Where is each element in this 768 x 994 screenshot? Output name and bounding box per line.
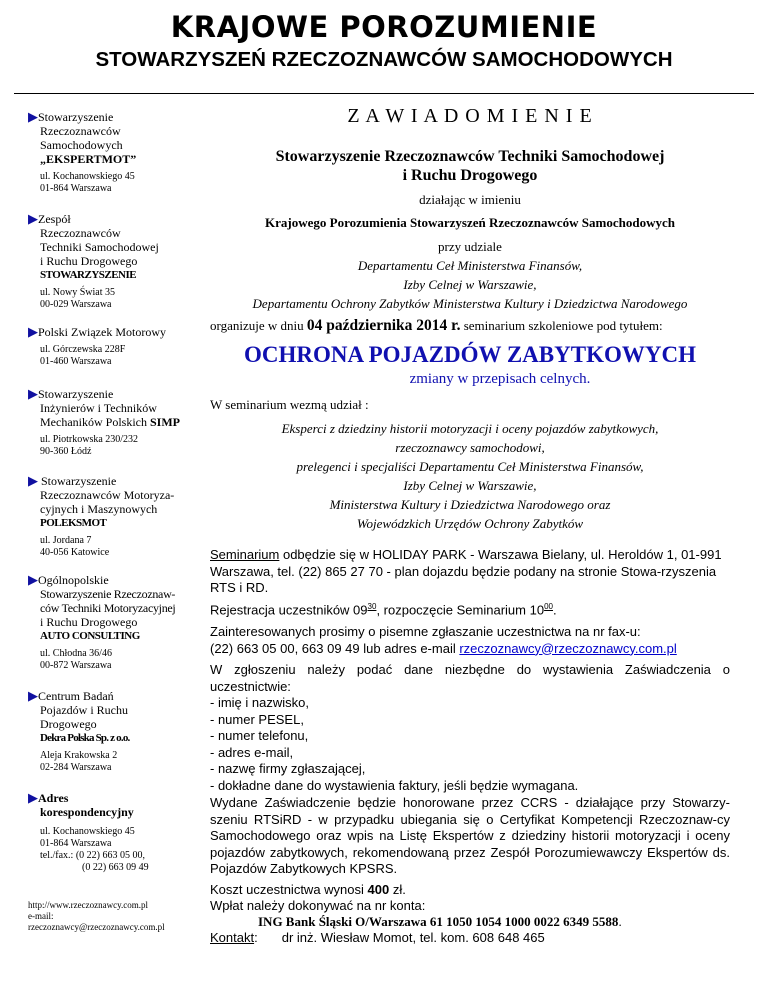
certificate-paragraph: Wydane Zaświadczenie będzie honorowane przez CCRS - działające przy Stowarzy-szeniu RTSiRD - w przypadku ubiegania się o Certyfikat Kompetencji Rzeczoznaw-cy Samochodowego oraz wpis na Listę Ekspertów z dziedziny historii motoryzacji i oceny pojazdów zabytkowych, rekomendowaną przez Zespół Porozumiewawczy Ekspertów ds. Pojazdów Zabytkowych KPSRS. bbox=[210, 795, 730, 876]
org-address: 00-029 Warszawa bbox=[40, 299, 112, 310]
sidebar-org-dekra bbox=[28, 689, 208, 774]
org-name-line: Inżynierów i Techników bbox=[40, 401, 157, 415]
org-name-bold: „EKSPERTMOT” bbox=[40, 152, 137, 166]
contact-label: Kontakt bbox=[210, 930, 255, 945]
org-name-line: Stowarzyszenie bbox=[38, 110, 114, 124]
email-link[interactable]: rzeczoznawcy@rzeczoznawcy.com.pl bbox=[28, 922, 165, 932]
data-item: - imię i nazwisko, bbox=[210, 695, 309, 710]
org-name-bold: Dekra Polska Sp. z o.o. bbox=[40, 732, 130, 744]
apply-email-link[interactable]: rzeczoznawcy@rzeczoznawcy.com.pl bbox=[459, 640, 677, 656]
acting-text: działając w imieniu bbox=[419, 192, 521, 207]
data-item: - dokładne dane do wystawienia faktury, jeśli będzie wymagana. bbox=[210, 777, 579, 793]
org-phone: (0 22) 663 09 49 bbox=[82, 862, 149, 873]
data-item: - numer PESEL, bbox=[210, 711, 304, 727]
participant-item: Izby Celnej w Warszawie, bbox=[403, 478, 537, 493]
bank-text: . bbox=[618, 914, 622, 929]
triangle-bullet-icon: ▶ bbox=[28, 211, 38, 226]
sidebar-org-pzm bbox=[28, 325, 208, 368]
org-name-line: cyjnych i Maszynowych bbox=[40, 502, 158, 516]
data-item: - nazwę firmy zgłaszającej, bbox=[210, 761, 366, 776]
sidebar-correspondence bbox=[28, 791, 208, 874]
org-address: 01-864 Warszawa bbox=[40, 183, 112, 194]
org-address: ul. Kochanowskiego 45 bbox=[40, 171, 135, 182]
venue-label: Seminarium bbox=[210, 547, 280, 562]
website-link[interactable]: http://www.rzeczoznawcy.com.pl bbox=[28, 900, 149, 910]
org-name-line: i Ruchu Drogowego bbox=[40, 254, 138, 268]
venue-paragraph bbox=[210, 547, 730, 597]
org-address: 40-056 Katowice bbox=[40, 547, 110, 558]
participant-item: Ministerstwa Kultury i Dziedzictwa Narodowego oraz bbox=[329, 497, 611, 512]
triangle-bullet-icon: ▶ bbox=[28, 386, 38, 401]
org-name-line: Pojazdów i Ruchu bbox=[40, 703, 128, 717]
organizes-text: seminarium szkoleniowe pod tytułem: bbox=[460, 318, 663, 333]
cost-text: zł. bbox=[389, 882, 406, 897]
org-address: 01-864 Warszawa bbox=[40, 838, 112, 849]
org-name-line: Mechaników Polskich bbox=[40, 415, 147, 429]
org-address: Aleja Krakowska 2 bbox=[40, 750, 118, 761]
email-label: e-mail: bbox=[28, 911, 54, 921]
seminar-subtitle: zmiany w przepisach celnych. bbox=[409, 371, 591, 387]
cost-line bbox=[210, 882, 730, 898]
registration-line bbox=[210, 599, 730, 618]
org-address: ul. Kochanowskiego 45 bbox=[40, 826, 135, 837]
org-name-bold: POLEKSMOT bbox=[40, 517, 107, 529]
page-subtitle: STOWARZYSZEŃ RZECZOZNAWCÓW SAMOCHODOWYCH bbox=[95, 48, 673, 71]
triangle-bullet-icon: ▶ bbox=[28, 572, 38, 587]
org-name-line: Zespół bbox=[38, 212, 71, 226]
org-name-bold: AUTO CONSULTING bbox=[40, 630, 140, 642]
header-divider bbox=[14, 93, 754, 94]
org-address: ul. Chłodna 36/46 bbox=[40, 648, 112, 659]
sidebar-org-simp bbox=[28, 387, 208, 458]
apply-text: (22) 663 05 00, 663 09 49 lub adres e-mail bbox=[210, 640, 460, 656]
org-name-line: i Ruchu Drogowego bbox=[40, 615, 138, 629]
org-address: 01-460 Warszawa bbox=[40, 356, 112, 367]
org-name-bold: STOWARZYSZENIE bbox=[40, 269, 137, 281]
org-address: 90-360 Łódź bbox=[40, 446, 92, 457]
kpsrs-name: Krajowego Porozumienia Stowarzyszeń Rzeczoznawców Samochodowych bbox=[265, 215, 675, 230]
sidebar-org-poleksmot bbox=[28, 474, 208, 559]
data-item: - adres e-mail, bbox=[210, 744, 294, 760]
apply-text: Zainteresowanych prosimy o pisemne zgłaszanie uczestnictwa na nr fax-u: bbox=[210, 624, 641, 639]
sidebar-org-zespol bbox=[28, 212, 208, 311]
triangle-bullet-icon: ▶ bbox=[28, 688, 38, 703]
page-title: KRAJOWE POROZUMIENIE bbox=[170, 10, 598, 44]
cost-value: 400 bbox=[367, 882, 390, 897]
org-name-line: Rzeczoznawców bbox=[40, 226, 121, 240]
org-name-line: Stowarzyszenie bbox=[38, 387, 114, 401]
org-phone: tel./fax.: (0 22) 663 05 00, bbox=[40, 850, 145, 861]
seminar-date: 04 października 2014 r. bbox=[306, 317, 461, 334]
participant-item: rzeczoznawcy samochodowi, bbox=[395, 440, 545, 455]
participant-item: Eksperci z dziedziny historii motoryzacji i oceny pojazdów zabytkowych, bbox=[281, 421, 659, 436]
registration-text: , rozpoczęcie Seminarium 10 bbox=[376, 602, 545, 618]
contact-text: : bbox=[254, 930, 258, 945]
org-address: ul. Nowy Świat 35 bbox=[40, 287, 115, 298]
apply-paragraph bbox=[210, 624, 730, 657]
cost-text: Koszt uczestnictwa wynosi bbox=[210, 882, 368, 897]
org-name-line: Rzeczoznawców bbox=[40, 124, 121, 138]
with-text: przy udziale bbox=[438, 239, 502, 254]
partners-list bbox=[210, 256, 730, 313]
notice-heading: Z A W I A D O M I E N I E bbox=[347, 105, 593, 127]
data-intro: W zgłoszeniu należy podać dane niezbędne do wystawienia Zaświadczenia o uczestnictwie: bbox=[210, 662, 730, 694]
org-name-line: Samochodowych bbox=[40, 138, 123, 152]
organizes-line bbox=[210, 316, 730, 336]
partner-item: Izby Celnej w Warszawie, bbox=[403, 277, 537, 292]
org-name-line: Stowarzyszenie bbox=[41, 474, 117, 488]
payment-label: Wpłat należy dokonywać na nr konta: bbox=[210, 898, 426, 913]
org-address: ul. Piotrkowska 230/232 bbox=[40, 434, 139, 445]
org-name-line: Stowarzyszenie Rzeczoznaw- bbox=[40, 587, 176, 601]
sidebar-org-auto-consulting bbox=[28, 573, 208, 672]
org-address: ul. Górczewska 228F bbox=[40, 344, 126, 355]
data-item: - numer telefonu, bbox=[210, 728, 309, 743]
participant-item: prelegenci i specjaliści Departamentu Ceł Ministerstwa Finansów, bbox=[296, 459, 644, 474]
data-paragraph bbox=[210, 662, 730, 794]
triangle-bullet-icon: ▶ bbox=[28, 790, 38, 805]
org-name-line: Polski Związek Motorowy bbox=[38, 325, 166, 339]
org-name-bold: Adres bbox=[38, 791, 69, 805]
participants-label: W seminarium wezmą udział : bbox=[210, 397, 369, 412]
org-name-bold: korespondencyjny bbox=[40, 805, 134, 819]
org-name-line: Drogowego bbox=[40, 717, 97, 731]
organizer-line: Stowarzyszenie Rzeczoznawców Techniki Samochodowej bbox=[275, 148, 665, 165]
organizes-text: organizuje w dniu bbox=[210, 318, 307, 333]
registration-minutes: 30 bbox=[367, 602, 377, 611]
triangle-bullet-icon: ▶ bbox=[28, 324, 38, 339]
registration-text: . bbox=[552, 602, 557, 618]
org-name-bold: SIMP bbox=[150, 415, 180, 429]
contact-line bbox=[210, 930, 730, 946]
bank-line bbox=[210, 914, 730, 930]
participants-list bbox=[210, 419, 730, 533]
org-name-line: Rzeczoznawców Motoryza- bbox=[40, 488, 175, 502]
org-address: 02-284 Warszawa bbox=[40, 762, 112, 773]
org-name-line: ców Techniki Motoryzacyjnej bbox=[40, 601, 176, 615]
venue-text: odbędzie się w HOLIDAY PARK - Warszawa Bielany, ul. Heroldów 1, 01-991 Warszawa, tel. (22) 865 27 70 - plan dojazdu będzie podany na stronie Stowa-rzyszenia RTS i RD. bbox=[210, 547, 722, 595]
org-address: ul. Jordana 7 bbox=[40, 535, 92, 546]
org-name-line: Ogólnopolskie bbox=[38, 573, 109, 587]
contact-text: dr inż. Wiesław Momot, tel. kom. 608 648 465 bbox=[281, 930, 545, 945]
partner-item: Departamentu Ceł Ministerstwa Finansów, bbox=[357, 258, 583, 273]
organizer-name bbox=[210, 147, 730, 185]
organizer-line: i Ruchu Drogowego bbox=[402, 167, 538, 184]
org-name-line: Techniki Samochodowej bbox=[40, 240, 159, 254]
sidebar-org-ekspertmot bbox=[28, 110, 208, 195]
triangle-bullet-icon: ▶ bbox=[28, 109, 38, 124]
registration-text: Rejestracja uczestników 09 bbox=[210, 602, 368, 618]
sidebar-footer bbox=[28, 900, 208, 933]
partner-item: Departamentu Ochrony Zabytków Ministerstwa Kultury i Dziedzictwa Narodowego bbox=[252, 296, 688, 311]
seminar-title: OCHRONA POJAZDÓW ZABYTKOWYCH bbox=[244, 342, 696, 367]
org-name-line: Centrum Badań bbox=[38, 689, 114, 703]
org-address: 00-872 Warszawa bbox=[40, 660, 112, 671]
triangle-bullet-icon: ▶ bbox=[28, 473, 38, 488]
participant-item: Wojewódzkich Urzędów Ochrony Zabytków bbox=[356, 516, 584, 531]
start-minutes: 00 bbox=[544, 602, 553, 611]
bank-account: ING Bank Śląski O/Warszawa 61 1050 1054 1000 0022 6349 5588 bbox=[258, 914, 619, 929]
